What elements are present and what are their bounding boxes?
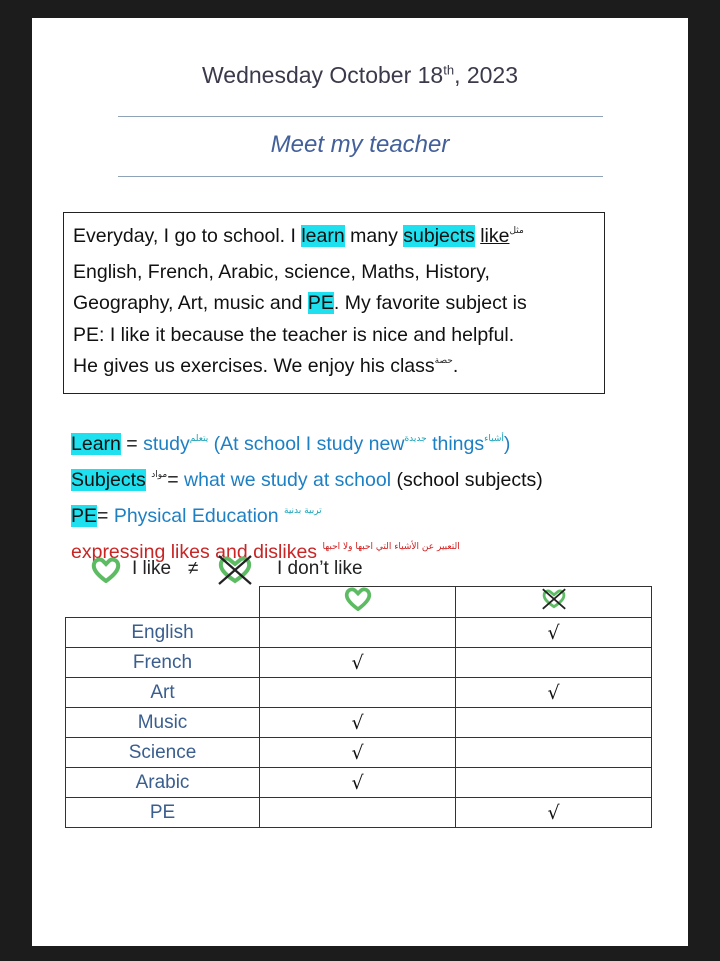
page-title: Meet my teacher	[270, 131, 450, 158]
heart-dislike-icon	[540, 587, 568, 611]
table-row	[66, 678, 652, 708]
table-row	[66, 738, 652, 768]
like-check-cell: √	[260, 768, 456, 798]
vocabulary-section	[71, 428, 671, 572]
heart-like-icon	[343, 587, 373, 611]
divider	[118, 176, 603, 177]
vocab-subjects: Subjects $^{مواد}$= what we study at school (school subjects)	[71, 469, 543, 491]
subject-cell: English	[66, 618, 260, 648]
dislike-check-cell: √	[456, 618, 652, 648]
heart-like-icon	[91, 557, 121, 583]
i-dont-like-label: I don’t like	[277, 558, 363, 579]
highlight-learn: learn	[301, 225, 345, 247]
like-check-cell: √	[260, 708, 456, 738]
subject-cell: Music	[66, 708, 260, 738]
subject-cell: Science	[66, 738, 260, 768]
like-check-cell: √	[260, 648, 456, 678]
like-check-cell: √	[260, 738, 456, 768]
vocab-pe: PE= Physical Education $^{تربية بدنية}$	[71, 505, 322, 527]
likes-table	[65, 586, 652, 828]
table-row	[66, 708, 652, 738]
dislike-check-cell	[456, 768, 652, 798]
vocab-expressing: expressing likes and dislikes $^{التعبير عن الأشياء التي احبها ولا احبها}$	[71, 541, 460, 563]
dislike-check-cell: √	[456, 798, 652, 828]
not-equal-sign: ≠	[188, 558, 199, 579]
table-header-row	[66, 587, 652, 618]
like-check-cell	[260, 618, 456, 648]
table-row	[66, 618, 652, 648]
table-row	[66, 648, 652, 678]
table-row	[66, 798, 652, 828]
vocab-learn: Learn = study$^{يتعلم}$ (At school I study new$^{جديدة}$ things$^{أشياء}$)	[71, 433, 511, 455]
like-check-cell	[260, 678, 456, 708]
dislike-check-cell	[456, 648, 652, 678]
highlight-pe: PE	[307, 292, 334, 314]
subject-cell: Arabic	[66, 768, 260, 798]
header-dislike-cell	[456, 587, 652, 618]
subject-cell: French	[66, 648, 260, 678]
heart-dislike-icon	[215, 553, 255, 587]
reading-paragraph: Everyday, I go to school. I learn many subjects like$^{مثل}$ English, French, Arabic, science, Maths, History, Geography, Art, music and PE. My favorite subject is PE: I like it because the teacher is nice and helpful. He gives us exercises. We enjoy his class$^{حصة}$.	[73, 225, 527, 377]
table-row	[66, 768, 652, 798]
header-blank-cell	[66, 587, 260, 618]
subject-cell: Art	[66, 678, 260, 708]
i-like-label: I like	[132, 558, 172, 579]
subject-cell: PE	[66, 798, 260, 828]
highlight-subjects: subjects	[403, 225, 475, 247]
divider	[118, 116, 603, 117]
dislike-check-cell	[456, 708, 652, 738]
dislike-check-cell	[456, 738, 652, 768]
like-check-cell	[260, 798, 456, 828]
page-date: Wednesday October 18th, 2023	[201, 62, 519, 88]
dislike-check-cell: √	[456, 678, 652, 708]
header-like-cell	[260, 587, 456, 618]
